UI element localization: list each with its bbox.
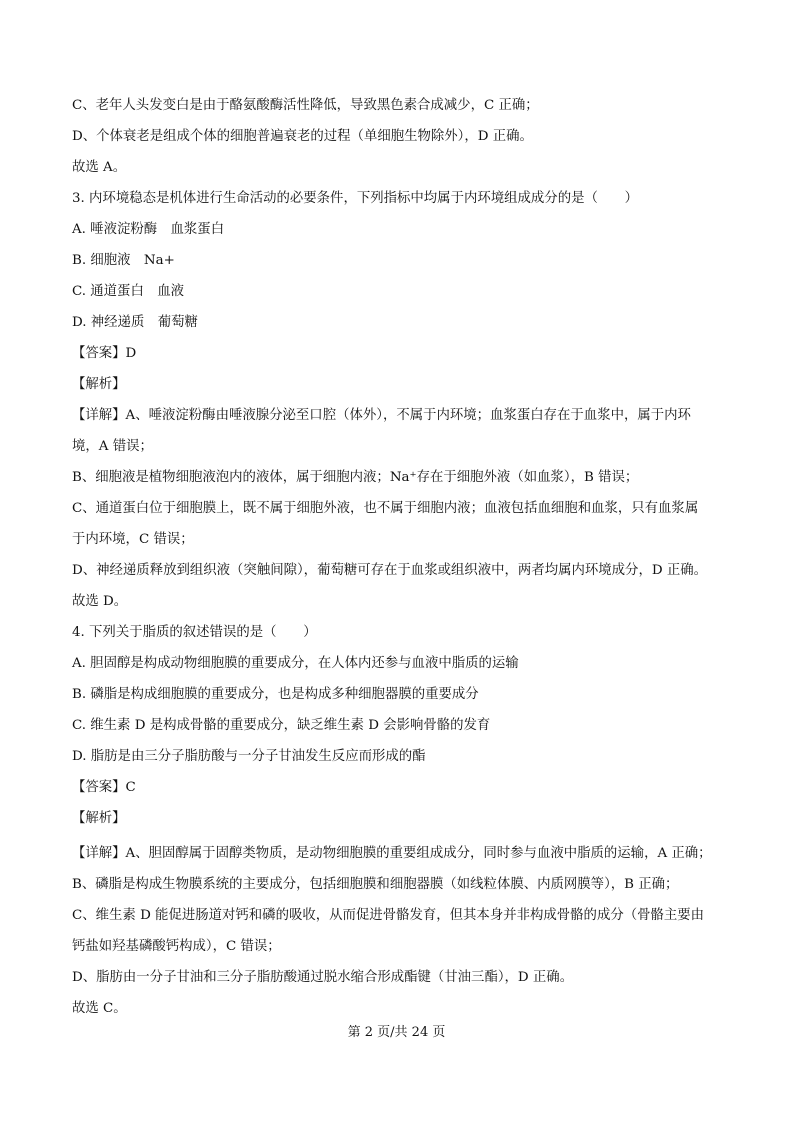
explanation-line: C、维生素 D 能促进肠道对钙和磷的吸收，从而促进骨骼发育，但其本身并非构成骨骼的成分（骨骼主要由 xyxy=(72,908,705,923)
explanation-line: 于内环境，C 错误； xyxy=(72,532,194,547)
option-c: C. 维生素 D 是构成骨骼的重要成分，缺乏维生素 D 会影响骨骼的发育 xyxy=(72,718,491,733)
explanation-line: 【详解】A、胆固醇属于固醇类物质，是动物细胞膜的重要组成成分，同时参与血液中脂质的运输，A 正确； xyxy=(72,846,712,861)
option-d: D. 脂肪是由三分子脂肪酸与一分子甘油发生反应而形成的酯 xyxy=(72,749,426,764)
analysis-label: 【解析】 xyxy=(72,377,126,392)
answer-label: 【答案】D xyxy=(72,346,137,361)
option-d: D. 神经递质 葡萄糖 xyxy=(72,315,198,330)
question-3-stem: 3. 内环境稳态是机体进行生命活动的必要条件，下列指标中均属于内环境组成成分的是（ ） xyxy=(72,191,639,206)
page-footer: 第 2 页/共 24 页 xyxy=(347,1025,446,1040)
explanation-line: 【详解】A、唾液淀粉酶由唾液腺分泌至口腔（体外），不属于内环境；血浆蛋白存在于血浆中，属于内环 xyxy=(72,408,691,423)
explanation-line: D、神经递质释放到组织液（突触间隙），葡萄糖可存在于血浆或组织液中，两者均属内环境成分，D 正确。 xyxy=(72,563,707,578)
option-c: C. 通道蛋白 血液 xyxy=(72,284,185,299)
explanation-line: C、通道蛋白位于细胞膜上，既不属于细胞外液，也不属于细胞内液；血液包括血细胞和血浆，只有血浆属 xyxy=(72,501,699,516)
explanation-line: B、磷脂是构成生物膜系统的主要成分，包括细胞膜和细胞器膜（如线粒体膜、内质网膜等），B 正确； xyxy=(72,877,679,892)
question-4-stem: 4. 下列关于脂质的叙述错误的是（ ） xyxy=(72,625,317,640)
option-a: A. 唾液淀粉酶 血浆蛋白 xyxy=(72,222,225,237)
option-b: B. 磷脂是构成细胞膜的重要成分，也是构成多种细胞器膜的重要成分 xyxy=(72,687,479,702)
explanation-line: 钙盐如羟基磷酸钙构成），C 错误； xyxy=(72,939,281,954)
text-line: C、老年人头发变白是由于酪氨酸酶活性降低，导致黑色素合成减少，C 正确； xyxy=(72,98,539,113)
analysis-label: 【解析】 xyxy=(72,811,126,826)
option-a: A. 胆固醇是构成动物细胞膜的重要成分，在人体内还参与血液中脂质的运输 xyxy=(72,656,519,671)
explanation-line: 境，A 错误； xyxy=(72,439,153,454)
answer-label: 【答案】C xyxy=(72,780,136,795)
conclusion-line: 故选 D。 xyxy=(72,594,128,609)
text-line: D、个体衰老是组成个体的细胞普遍衰老的过程（单细胞生物除外），D 正确。 xyxy=(72,129,533,144)
explanation-line: B、细胞液是植物细胞液泡内的液体，属于细胞内液；Na⁺存在于细胞外液（如血浆），B 错误； xyxy=(72,470,639,485)
conclusion-line: 故选 C。 xyxy=(72,1001,127,1016)
text-line: 故选 A。 xyxy=(72,160,127,175)
explanation-line: D、脂肪由一分子甘油和三分子脂肪酸通过脱水缩合形成酯键（甘油三酯），D 正确。 xyxy=(72,970,574,985)
option-b: B. 细胞液 Na+ xyxy=(72,253,175,268)
